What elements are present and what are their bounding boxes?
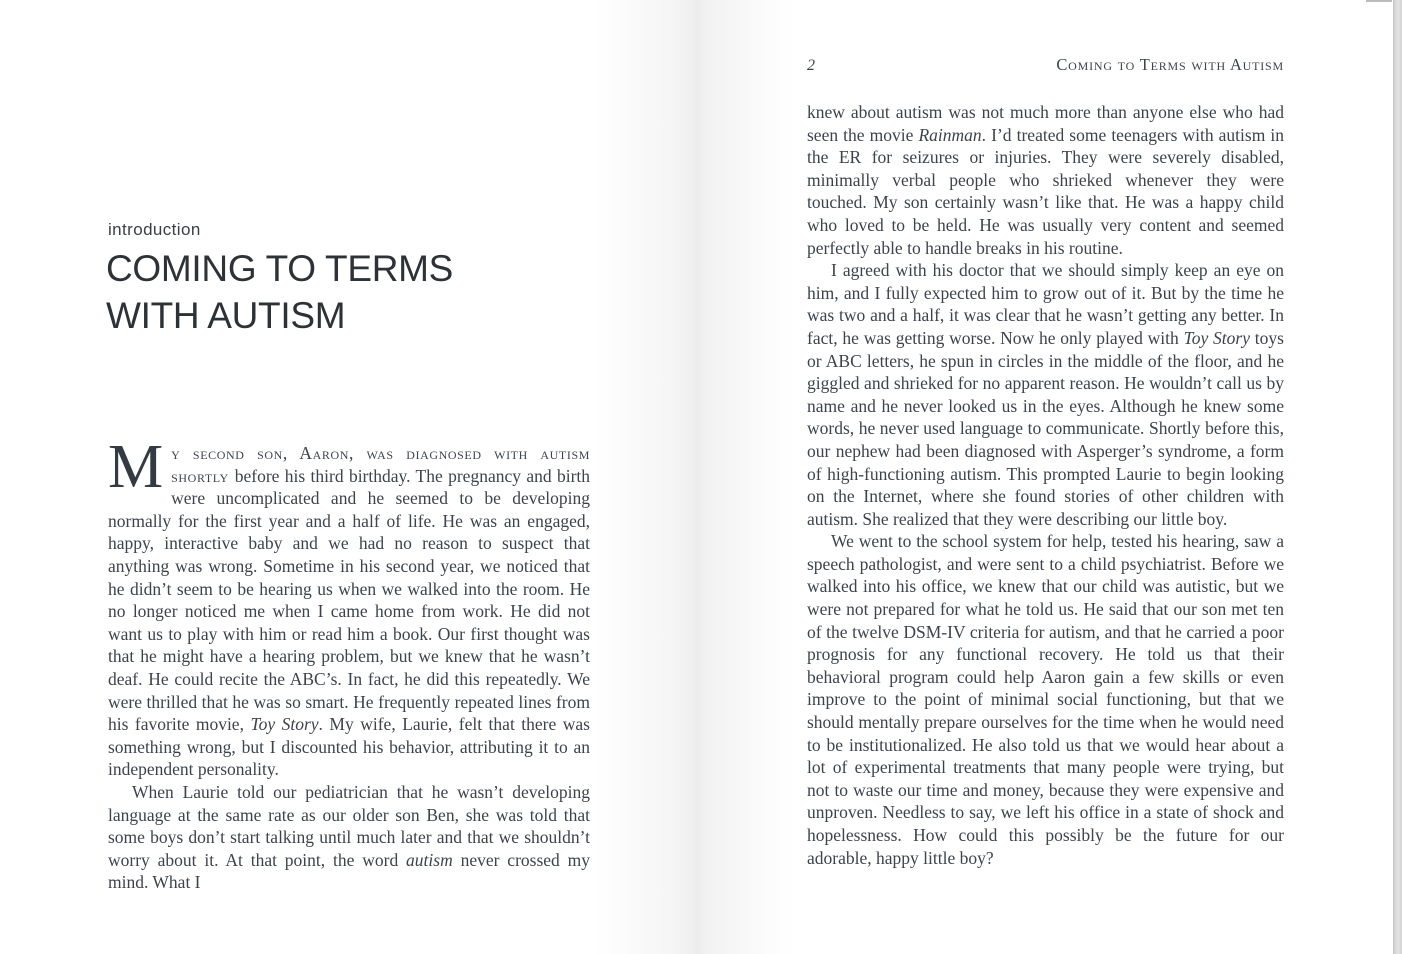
text-segment: knew about autism was not much more than anyone else who had seen the movie	[807, 102, 1284, 145]
text-segment: . I’d treated some teenagers with autism in the ER for seizures or injuries. They were severely disabled, minimally verbal people who shrieked whenever they were touched. My son certainly wasn’t like that. He was a happy child who loved to be held. He was usually very content and seemed perfectly able to handle breaks in his routine.	[807, 124, 1285, 258]
vertical-scrollbar[interactable]	[1393, 0, 1402, 954]
text-segment: autism	[406, 849, 453, 870]
text-segment: We went to the school system for help, tested his hearing, saw a speech pathologist, and were sent to a child psychiatrist. Before we walked into his office, we knew that our child was autistic, but we were not prepared for what he told us. He said that our son met ten of the twelve DSM-IV criteria for autism, and that he carried a poor prognosis for any functional recovery. He told us that their behavioral program could help Aaron gain a few skills or even improve to the point of minimal social functioning, but that we should mentally prepare ourselves for the time when he would need to be institutionalized. He also told us that we would hear about a lot of experimental treatments that many people were trying, but not to waste our time and money, because they were expensive and unproven. Needless to say, we left his office in a state of shock and hopelessness. How could this possibly be the future for our adorable, happy little boy?	[807, 531, 1284, 868]
chapter-kicker: introduction	[108, 220, 201, 239]
page-gutter-shadow	[594, 0, 796, 954]
paragraph	[807, 101, 1284, 259]
paragraph	[108, 781, 590, 894]
page-number: 2	[807, 57, 815, 74]
text-segment: Rainman	[918, 124, 982, 145]
text-segment: When Laurie told our pediatrician that he wasn’t developing language at the same rate as our older son Ben, she was told that some boys don’t start talking until much later and that we shouldn’t worry about it. At that point, the word	[108, 781, 590, 870]
running-head: Coming to Terms with Autism	[1056, 55, 1284, 74]
left-page-body	[108, 433, 591, 894]
text-segment: never crossed my mind. What I	[108, 849, 590, 893]
drop-cap: M	[108, 433, 164, 501]
text-segment: toys or ABC letters, he spun in circles in the middle of the floor, and he giggled and shrieked for no apparent reason. He wouldn’t call us by name and he never looked us in the eyes. Although he knew some words, he never used language to communicate. Shortly before this, our nephew had been diagnosed with Asperger’s syndrome, a form of high-functioning autism. This prompted Laurie to begin looking on the Internet, where she found stories of other children with autism. She realized that they were describing our little boy.	[807, 327, 1284, 529]
text-segment: Toy Story	[1183, 327, 1250, 348]
text-segment: I agreed with his doctor that we should simply keep an eye on him, and I fully expected him to grow out of it. But by the time he was two and a half, it was clear that he wasn’t getting any better. In fact, he was getting worse. Now he only played with	[807, 260, 1284, 348]
paragraph	[807, 530, 1284, 869]
text-segment: before his third birthday. The pregnancy and birth were uncomplicated and he seemed to be developing normally for the first year and a half of life. He was an engaged, happy, interactive baby and we had no reason to suspect that anything was wrong. Sometime in his second year, we noticed that he didn’t seem to be hearing us when we walked into the room. He no longer noticed me when I came home from work. He did not want us to play with him or read him a book. Our first thought was that he might have a hearing problem, but we knew that he wasn’t deaf. He could recite the ABC’s. In fact, he did this repeatedly. We were thrilled that he was so smart. He frequently repeated lines from his favorite movie,	[108, 465, 591, 735]
text-segment: . My wife, Laurie, felt that there was something wrong, but I discounted his behavior, attributing it to an independent personality.	[108, 714, 590, 780]
chapter-title-line-2: WITH AUTISM	[106, 295, 346, 336]
paragraph	[108, 433, 591, 781]
text-segment: Toy Story	[250, 714, 319, 735]
chapter-title	[106, 245, 453, 339]
paragraph	[807, 259, 1284, 530]
small-caps-lead: y second son, Aaron, was diagnosed with autism shortly	[171, 443, 590, 486]
right-page-body	[807, 101, 1284, 869]
page-edge-shadow	[1366, 0, 1392, 2]
chapter-title-line-1: COMING TO TERMS	[106, 248, 454, 289]
